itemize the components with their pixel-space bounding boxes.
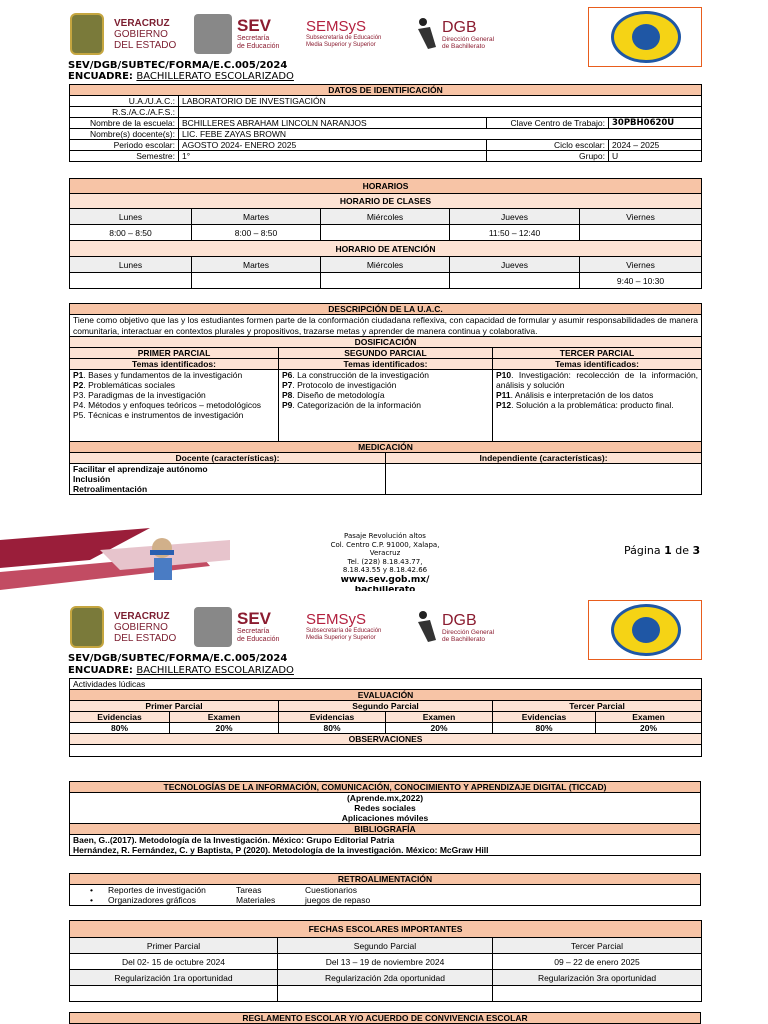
day-header: Lunes — [70, 209, 192, 225]
ticcad-title: TECNOLOGÍAS DE LA INFORMACIÓN, COMUNICACIÓN, CONOCIMIENTO Y APRENDIZAJE DIGITAL (TICCAD) — [70, 782, 701, 793]
veracruz-seal-icon — [70, 606, 104, 648]
descripcion-text: Tiene como objetivo que las y los estudiantes formen parte de la conformación ciudadana reflexiva, con capacidad de formular y asumir responsabilidades de manera comunitaria, interactuar en contextos plurales y propositivos, trazarse metas y aprender de manera continua y colaborativa. — [70, 315, 702, 337]
ident-label: U.A./U.A.C.: — [70, 96, 179, 107]
dgb-figure-icon — [416, 17, 438, 51]
day-header: Martes — [192, 209, 321, 225]
eval-col: Evidencias — [493, 712, 596, 723]
day-header: Martes — [192, 257, 321, 273]
veracruz-logo: VERACRUZ GOBIERNO DEL ESTADO — [70, 10, 176, 58]
clases-title: HORARIO DE CLASES — [70, 194, 702, 209]
docente-label: Docente (características): — [70, 453, 386, 464]
ident-label: Periodo escolar: — [70, 140, 179, 151]
fecha-reg: Regularización 3ra oportunidad — [493, 970, 702, 986]
day-header: Viernes — [580, 257, 702, 273]
atencion-title: HORARIO DE ATENCIÓN — [70, 241, 702, 257]
fecha-date: 09 – 22 de enero 2025 — [493, 954, 702, 970]
evaluacion-table — [69, 678, 702, 757]
ident-label: Nombre de la escuela: — [70, 118, 179, 129]
temas-label: Temas identificados: — [70, 359, 279, 370]
ident-table — [69, 84, 702, 162]
eval-value: 80% — [493, 723, 596, 734]
eval-parcial: Segundo Parcial — [279, 701, 493, 712]
class-slot — [321, 225, 450, 241]
observaciones-body — [70, 745, 702, 757]
independiente-items — [386, 464, 702, 495]
ident-label: Ciclo escolar: — [487, 140, 609, 151]
retro-table — [69, 873, 701, 906]
school-seal-icon — [611, 604, 681, 656]
ident-value: 1° — [179, 151, 487, 162]
fechas-title: FECHAS ESCOLARES IMPORTANTES — [70, 921, 702, 938]
bibliografia-title: BIBLIOGRAFÍA — [70, 824, 701, 835]
school-seal-icon — [611, 11, 681, 63]
attention-slot — [192, 273, 321, 289]
attention-slot: 9:40 – 10:30 — [580, 273, 702, 289]
ticcad-items: (Aprende.mx,2022) Redes sociales Aplicaciones móviles — [70, 793, 701, 824]
footer-banner-graphic — [0, 520, 230, 598]
day-header: Lunes — [70, 257, 192, 273]
observaciones-title: OBSERVACIONES — [70, 734, 702, 745]
temas-label: Temas identificados: — [279, 359, 493, 370]
fecha-head: Primer Parcial — [70, 938, 278, 954]
horarios-table — [69, 178, 702, 289]
eval-parcial: Tercer Parcial — [493, 701, 702, 712]
dosificacion-title: DOSIFICACIÓN — [70, 337, 702, 348]
veracruz-logo: VERACRUZ GOBIERNO DEL ESTADO — [70, 603, 176, 651]
fecha-head: Segundo Parcial — [278, 938, 493, 954]
bibliografia-items: Baen, G..(2017). Metodología de la Investigación. México: Grupo Editorial Patria Hernández, R. Fernández, C. y Baptista, P (2020). Metodología de la investigación. México: McGraw Hill — [70, 835, 701, 856]
ident-label: Grupo: — [487, 151, 609, 162]
sev-shield-icon — [194, 607, 232, 647]
footer-web-link[interactable]: www.sev.gob.mx/ — [340, 574, 430, 585]
eval-col: Evidencias — [279, 712, 386, 723]
encuadre: ENCUADRE: BACHILLERATO ESCOLARIZADO — [68, 71, 294, 82]
encuadre: ENCUADRE: BACHILLERATO ESCOLARIZADO — [68, 665, 294, 676]
dgb-logo: DGB Dirección General de Bachillerato — [416, 603, 494, 651]
eval-value: 20% — [170, 723, 279, 734]
semsys-logo: SEMSyS Subsecretaría de Educación Media Superior y Superior — [306, 611, 382, 641]
descripcion-title: DESCRIPCIÓN DE LA U.A.C. — [70, 304, 702, 315]
eval-col: Examen — [386, 712, 493, 723]
page-number: Página 1 de 3 — [624, 544, 701, 557]
eval-value: 80% — [279, 723, 386, 734]
temas-label: Temas identificados: — [493, 359, 702, 370]
ident-label: Clave Centro de Trabajo: — [487, 118, 609, 129]
fecha-reg: Regularización 2da oportunidad — [278, 970, 493, 986]
day-header: Miércoles — [321, 257, 450, 273]
eval-value: 20% — [596, 723, 702, 734]
fecha-head: Tercer Parcial — [493, 938, 702, 954]
medicacion-title: MEDICACIÓN — [70, 442, 702, 453]
eval-value: 20% — [386, 723, 493, 734]
ticcad-table — [69, 781, 701, 856]
retro-items: • Reportes de investigación Tareas Cuestionarios • Organizadores gráficos Materiales juegos de repaso — [70, 885, 701, 906]
reglamento-title: REGLAMENTO ESCOLAR Y/O ACUERDO DE CONVIVENCIA ESCOLAR — [70, 1013, 701, 1024]
eval-value: 80% — [70, 723, 170, 734]
ident-value: LABORATORIO DE INVESTIGACIÓN — [179, 96, 702, 107]
class-slot: 8:00 – 8:50 — [192, 225, 321, 241]
footer-address: Pasaje Revolución altos Col. Centro C.P. 91000, Xalapa, Veracruz Tel. (228) 8.18.43.77, 8.18.43.55 y 8.18.42.66 www.sev.gob.mx/ bachillerato — [300, 532, 470, 591]
form-code: SEV/DGB/SUBTEC/FORMA/E.C.005/2024 — [68, 60, 288, 71]
ident-value: LIC. FEBE ZAYAS BROWN — [179, 129, 702, 140]
class-slot: 8:00 – 8:50 — [70, 225, 192, 241]
independiente-label: Independiente (características): — [386, 453, 702, 464]
fechas-table — [69, 920, 702, 1002]
ident-value: U — [609, 151, 702, 162]
fecha-date: Del 13 – 19 de noviembre 2024 — [278, 954, 493, 970]
fecha-empty — [278, 986, 493, 1002]
sev-logo: SEV Secretaría de Educación — [194, 10, 279, 58]
attention-slot — [70, 273, 192, 289]
ident-value — [179, 107, 702, 118]
ident-title: DATOS DE IDENTIFICACIÓN — [70, 85, 702, 96]
temas-p2: P6. La construcción de la investigación P7. Protocolo de investigación P8. Diseño de metodología P9. Categorización de la información — [279, 370, 493, 442]
day-header: Viernes — [580, 209, 702, 225]
veracruz-seal-icon — [70, 13, 104, 55]
parcial-header: TERCER PARCIAL — [493, 348, 702, 359]
temas-p1: P1. Bases y fundamentos de la investigación P2. Problemáticas sociales P3. Paradigmas de la investigación P4. Métodos y enfoques teóricos – metodológicos P5. Técnicas e instrumentos de investigación — [70, 370, 279, 442]
dgb-logo: DGB Dirección General de Bachillerato — [416, 10, 494, 58]
eval-parcial: Primer Parcial — [70, 701, 279, 712]
form-code: SEV/DGB/SUBTEC/FORMA/E.C.005/2024 — [68, 653, 288, 664]
page-footer — [0, 520, 768, 598]
day-header: Miércoles — [321, 209, 450, 225]
sev-logo: SEV Secretaría de Educación — [194, 603, 279, 651]
ident-label: Nombre(s) docente(s): — [70, 129, 179, 140]
school-badge — [588, 600, 702, 660]
ident-value: AGOSTO 2024- ENERO 2025 — [179, 140, 487, 151]
school-badge — [588, 7, 702, 67]
temas-p3: P10. Investigación: recolección de la información, análisis y solución P11. Análisis e interpretación de los datos P12. Solución a la problemática: producto final. — [493, 370, 702, 442]
ident-value: 2024 – 2025 — [609, 140, 702, 151]
attention-slot — [321, 273, 450, 289]
fecha-empty — [493, 986, 702, 1002]
fecha-reg: Regularización 1ra oportunidad — [70, 970, 278, 986]
dgb-figure-icon — [416, 610, 438, 644]
fecha-empty — [70, 986, 278, 1002]
ident-label: R.S./A.C./A.F.S.: — [70, 107, 179, 118]
actividades-ludicas: Actividades lúdicas — [70, 679, 702, 690]
day-header: Jueves — [450, 209, 580, 225]
ident-label: Semestre: — [70, 151, 179, 162]
descripcion-table — [69, 303, 702, 495]
parcial-header: SEGUNDO PARCIAL — [279, 348, 493, 359]
class-slot — [580, 225, 702, 241]
horarios-title: HORARIOS — [70, 179, 702, 194]
eval-col: Examen — [596, 712, 702, 723]
semsys-logo: SEMSyS Subsecretaría de Educación Media Superior y Superior — [306, 18, 382, 48]
fecha-date: Del 02- 15 de octubre 2024 — [70, 954, 278, 970]
docente-items: Facilitar el aprendizaje autónomo Inclusión Retroalimentación — [70, 464, 386, 495]
eval-col: Evidencias — [70, 712, 170, 723]
ident-value: 30PBH0620U — [609, 118, 702, 129]
parcial-header: PRIMER PARCIAL — [70, 348, 279, 359]
ident-value: BCHILLERES ABRAHAM LINCOLN NARANJOS — [179, 118, 487, 129]
evaluacion-title: EVALUACIÓN — [70, 690, 702, 701]
class-slot: 11:50 – 12:40 — [450, 225, 580, 241]
attention-slot — [450, 273, 580, 289]
sev-shield-icon — [194, 14, 232, 54]
day-header: Jueves — [450, 257, 580, 273]
reglamento-table — [69, 1012, 701, 1024]
retro-title: RETROALIMENTACIÓN — [70, 874, 701, 885]
eval-col: Examen — [170, 712, 279, 723]
